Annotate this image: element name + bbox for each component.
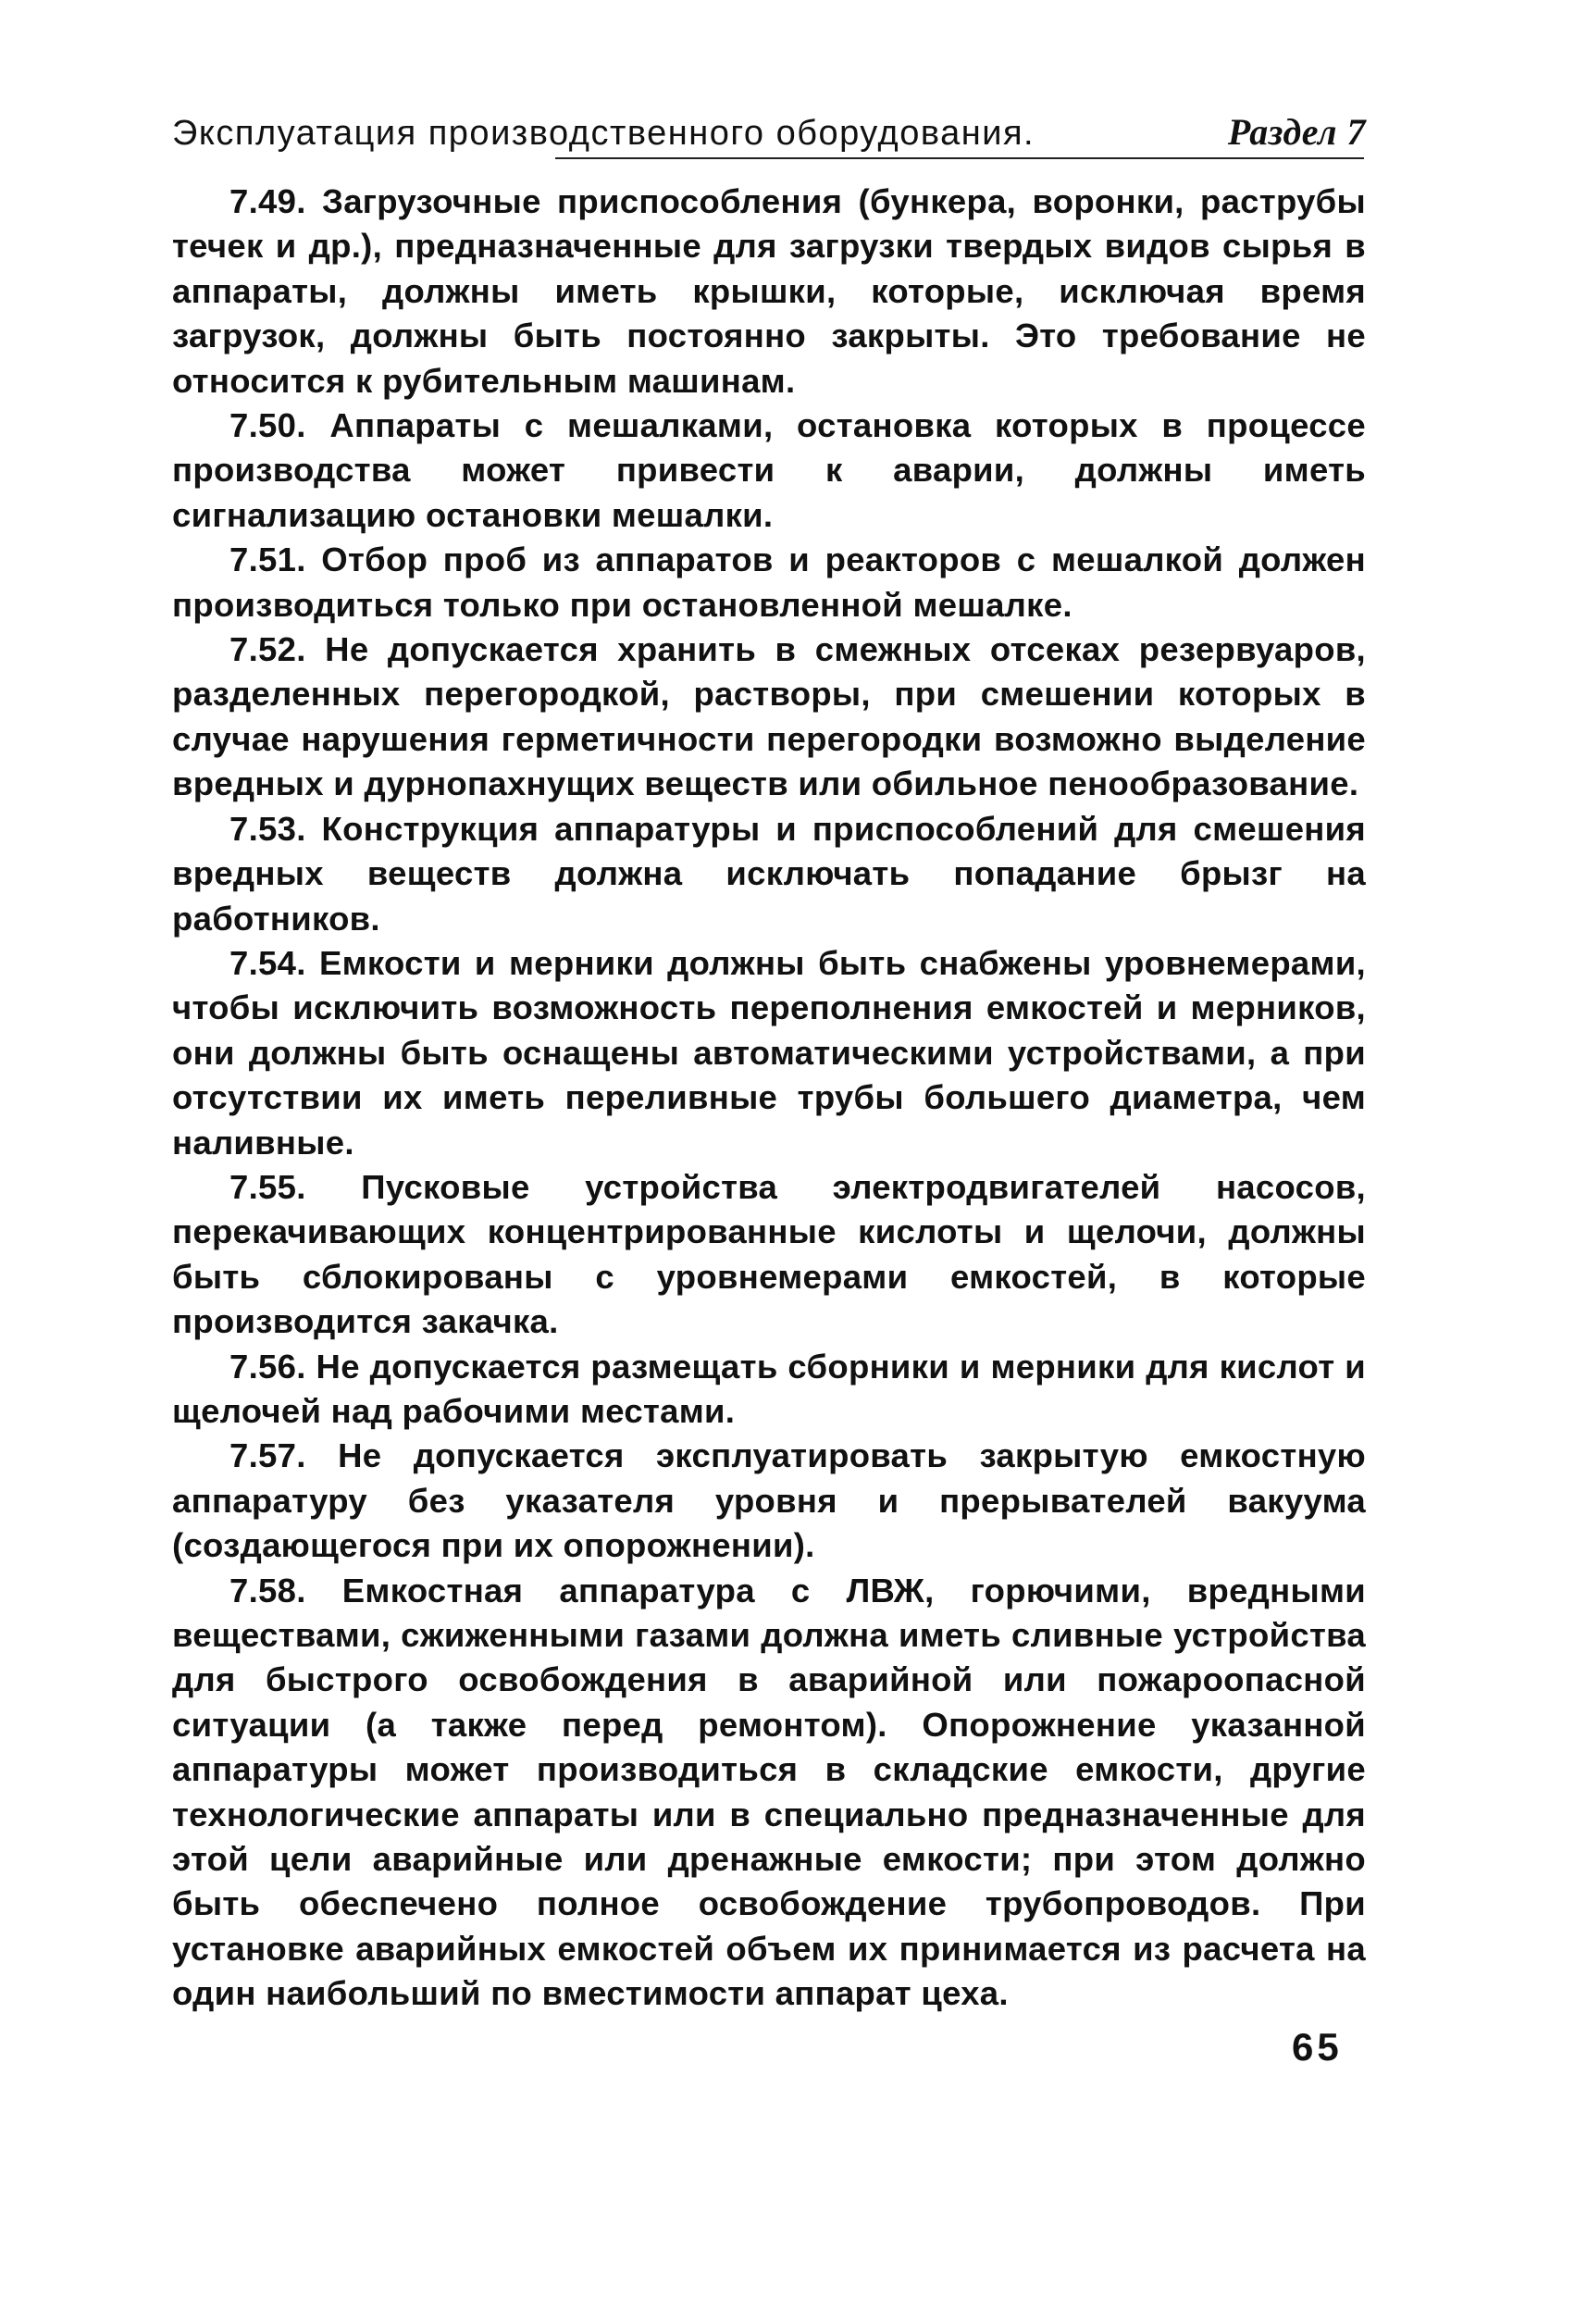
book-page xyxy=(172,111,1366,2017)
paragraph-7-49: 7.49. Загрузочные приспособления (бункера, воронки, раструбы течек и др.), предназначенные для загрузки твердых видов сырья в аппараты, должны иметь крышки, которые, исключая время загрузок, должны быть постоянно закрыты. Это требование не относится к рубительным машинам. xyxy=(172,182,1366,400)
running-header xyxy=(172,111,1366,159)
header-title: Эксплуатация производственного оборудования. xyxy=(172,114,1035,153)
body-text xyxy=(172,180,1366,2017)
header-rule xyxy=(555,157,1364,159)
header-section: Раздел 7 xyxy=(1227,111,1366,153)
page-number: 65 xyxy=(1292,2025,1343,2069)
paragraph-7-53: 7.53. Конструкция аппаратуры и приспособлений для смешения вредных веществ должна исключать попадание брызг на работников. xyxy=(172,809,1366,938)
paragraph-7-58: 7.58. Емкостная аппаратура с ЛВЖ, горючими, вредными веществами, сжиженными газами должна иметь сливные устройства для быстрого освобождения в аварийной или пожароопасной ситуации (а также перед ремонтом). Опорожнение указанной аппаратуры может производиться в складские емкости, другие технологические аппараты или в специально предназначенные для этой цели аварийные или дренажные емкости; при этом должно быть обеспечено полное освобождение трубопроводов. При установке аварийных емкостей объем их принимается из расчета на один наибольший по вместимости аппарат цеха. xyxy=(172,1571,1366,2013)
paragraph-7-51: 7.51. Отбор проб из аппаратов и реакторов с мешалкой должен производиться только при остановленной мешалке. xyxy=(172,541,1366,624)
paragraph-7-54: 7.54. Емкости и мерники должны быть снабжены уровнемерами, чтобы исключить возможность переполнения емкостей и мерников, они должны быть оснащены автоматическими устройствами, а при отсутствии их иметь переливные трубы большего диаметра, чем наливные. xyxy=(172,943,1366,1162)
paragraph-7-50: 7.50. Аппараты с мешалками, остановка которых в процессе производства может привести к аварии, должны иметь сигнализацию остановки мешалки. xyxy=(172,406,1366,534)
paragraph-7-56: 7.56. Не допускается размещать сборники и мерники для кислот и щелочей над рабочими местами. xyxy=(172,1347,1366,1430)
paragraph-7-57: 7.57. Не допускается эксплуатировать закрытую емкостную аппаратуру без указателя уровня и прерывателей вакуума (создающегося при их опорожнении). xyxy=(172,1436,1366,1565)
paragraph-7-52: 7.52. Не допускается хранить в смежных отсеках резервуаров, разделенных перегородкой, растворы, при смешении которых в случае нарушения герметичности перегородки возможно выделение вредных и дурнопахнущих веществ или обильное пенообразование. xyxy=(172,630,1366,803)
paragraph-7-55: 7.55. Пусковые устройства электродвигателей насосов, перекачивающих концентрированные кислоты и щелочи, должны быть сблокированы с уровнемерами емкостей, в которые производится закачка. xyxy=(172,1167,1366,1341)
